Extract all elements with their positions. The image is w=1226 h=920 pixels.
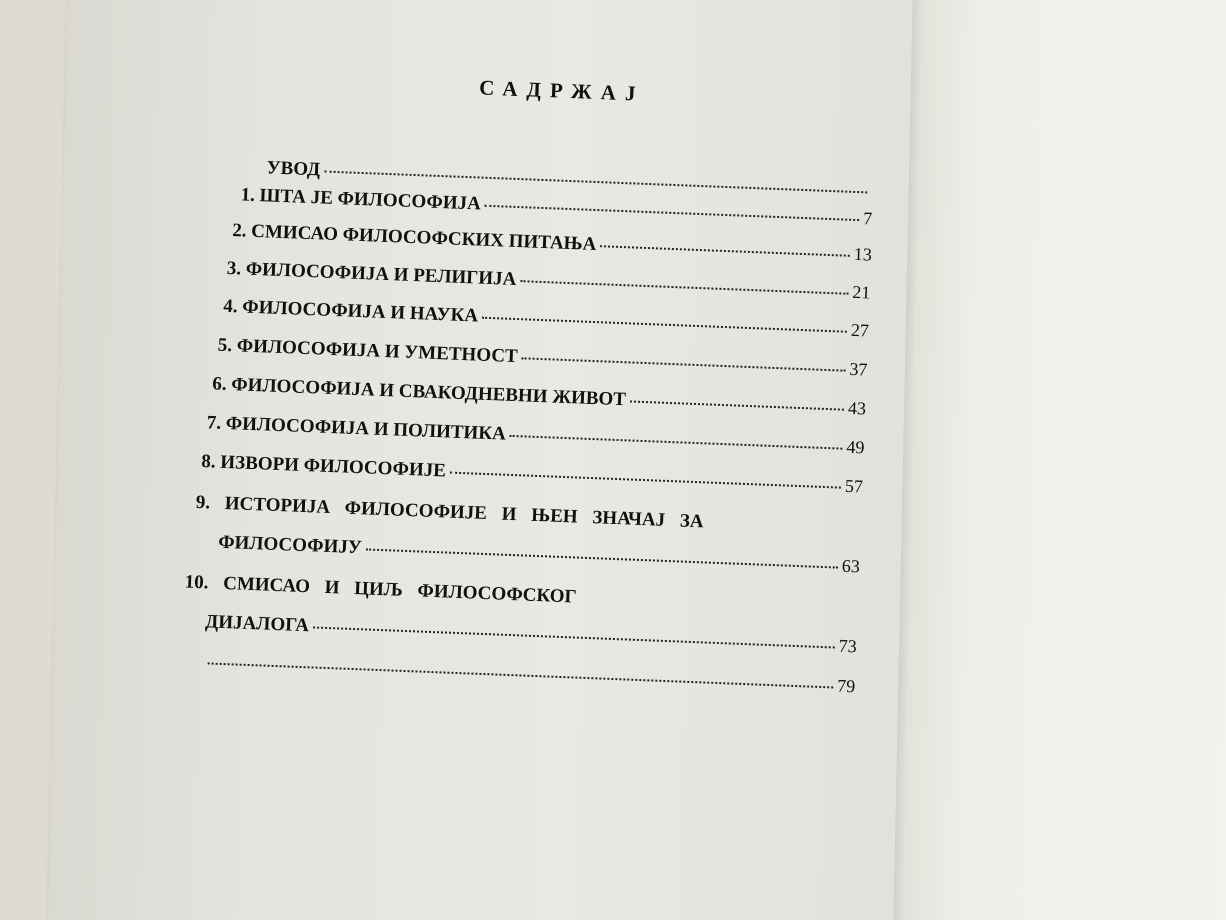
toc-entry-label: 8. ИЗВОРИ ФИЛОСОФИЈЕ <box>200 451 447 482</box>
toc-entry-page: 7 <box>862 208 873 229</box>
contents-title: САДРЖАЈ <box>478 75 645 106</box>
toc-entry-4 <box>223 296 869 343</box>
toc-entry-page: 79 <box>836 675 856 697</box>
toc-entry-label: 1. ШТА ЈЕ ФИЛОСОФИЈА <box>240 184 482 215</box>
leader-dots <box>510 435 843 450</box>
toc-entry-label: ФИЛОСОФИЈУ <box>217 531 363 559</box>
toc-entry-10 <box>205 611 857 658</box>
leader-dots <box>450 472 841 489</box>
toc-entry-page: 37 <box>849 358 868 380</box>
toc-entry-label: 6. ФИЛОСОФИЈА И СВАКОДНЕВНИ ЖИВОТ <box>211 373 627 411</box>
toc-entry-9 <box>218 532 860 579</box>
toc-entry-7 <box>206 412 864 459</box>
toc-entry-page: 73 <box>838 635 858 657</box>
toc-entry-8 <box>201 451 863 498</box>
leader-dots <box>482 317 847 333</box>
leader-dots <box>208 662 834 688</box>
toc-entry-page: 63 <box>841 555 861 577</box>
leader-dots <box>630 400 844 410</box>
toc-entry-2 <box>232 220 872 267</box>
toc-entry-label: 2. СМИСАО ФИЛОСОФСКИХ ПИТАЊА <box>231 220 597 256</box>
toc-entry-page: 43 <box>847 397 867 419</box>
toc-entry-label: УВОД <box>266 157 321 181</box>
toc-entry-page: 21 <box>851 281 871 303</box>
toc-entry-label: ДИЈАЛОГА <box>204 611 310 637</box>
toc-entry-3 <box>226 258 870 305</box>
leader-dots <box>520 280 848 295</box>
toc-entry-page: 49 <box>846 436 865 458</box>
leader-dots <box>313 626 835 648</box>
toc-entry-page: 13 <box>853 243 873 265</box>
toc-entry-label: 7. ФИЛОСОФИЈА И ПОЛИТИКА <box>206 412 507 445</box>
toc-entry-label: 3. ФИЛОСОФИЈА И РЕЛИГИЈА <box>226 257 517 290</box>
leader-dots <box>522 357 846 371</box>
toc-entry-6 <box>212 373 866 420</box>
toc-entry-page: 57 <box>844 475 864 497</box>
leader-dots <box>600 245 850 257</box>
leader-dots <box>366 548 838 568</box>
toc-entry-label: 5. ФИЛОСОФИЈА И УМЕТНОСТ <box>217 334 519 368</box>
toc-entry-page: 27 <box>850 319 870 341</box>
toc-entry-label: 4. ФИЛОСОФИЈА И НАУКА <box>222 295 479 327</box>
toc-entry-5 <box>217 335 867 382</box>
toc-entry-9-line1: 9. ИСТОРИЈА ФИЛОСОФИЈЕ И ЊЕН ЗНАЧАЈ ЗА <box>195 491 705 533</box>
leader-dots <box>485 205 859 221</box>
toc-entry-10-line1: 10. СМИСАО И ЦИЉ ФИЛОСОФСКОГ <box>184 571 577 608</box>
toc-entry-11 <box>203 651 855 697</box>
